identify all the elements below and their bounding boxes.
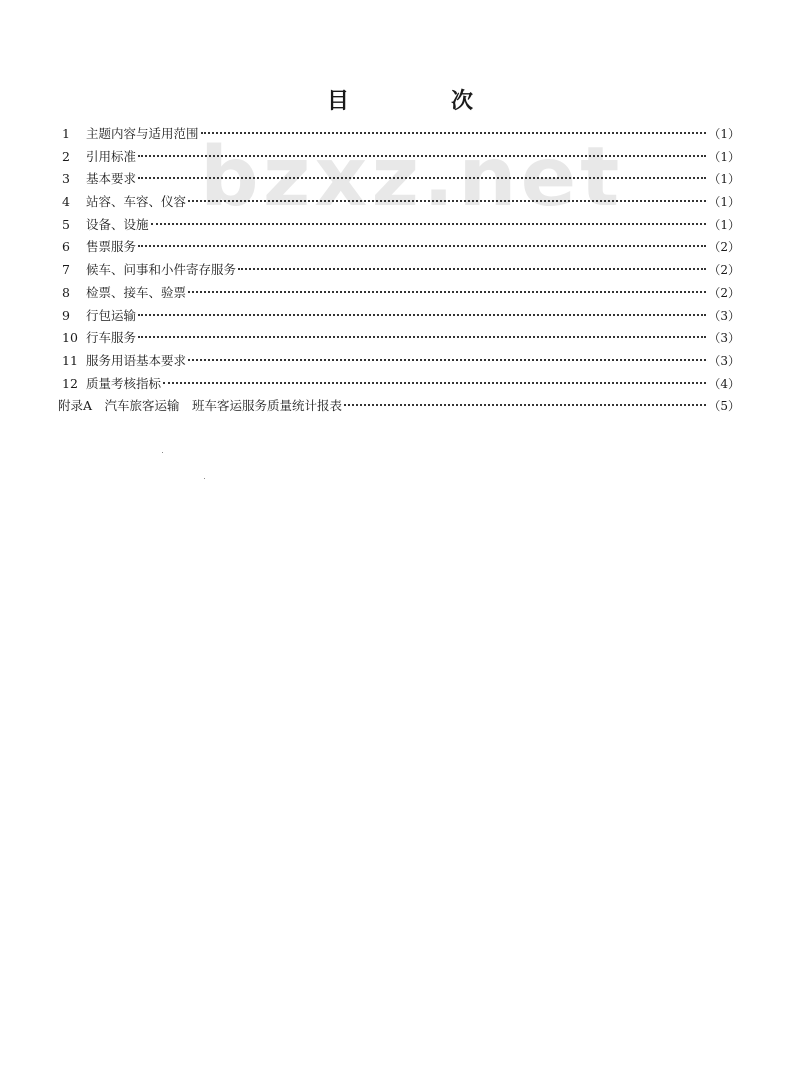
toc-dot-leader	[188, 200, 706, 202]
toc-label: 服务用语基本要求	[86, 352, 187, 368]
toc-dot-leader	[138, 177, 706, 179]
toc-page-number: （2）	[708, 285, 740, 300]
toc-label: 行车服务	[86, 330, 137, 346]
toc-label: 基本要求	[86, 171, 137, 187]
toc-page-number: （3）	[708, 331, 740, 346]
toc-label: 检票、接车、验票	[86, 284, 187, 300]
toc-entry-7[interactable]	[58, 259, 740, 282]
toc-entry-2[interactable]	[58, 146, 740, 169]
toc-label: 站容、车容、仪容	[86, 194, 187, 210]
toc-page-number: （1）	[708, 127, 740, 141]
watermark: bzxz.net	[200, 130, 624, 225]
toc-page-number: （1）	[708, 149, 740, 164]
toc-number: 1	[62, 126, 70, 141]
toc-label: 引用标准	[86, 148, 137, 164]
toc-label: 售票服务	[86, 239, 137, 255]
toc-page-number: （2）	[708, 263, 740, 278]
toc-label: 候车、问事和小件寄存服务	[86, 262, 237, 278]
toc-dot-leader	[138, 245, 706, 247]
toc-entry-9[interactable]	[58, 305, 740, 328]
toc-number: 5	[62, 216, 70, 232]
toc-entry-appendix-a[interactable]	[58, 395, 740, 418]
toc-page-number: （1）	[708, 217, 740, 232]
scan-speck	[204, 478, 205, 479]
toc-page-number: （1）	[708, 195, 740, 210]
toc-label: 质量考核指标	[86, 375, 162, 391]
toc-entry-10[interactable]	[58, 327, 740, 350]
toc-entry-11[interactable]	[58, 350, 740, 373]
toc-page-number: （1）	[708, 172, 740, 187]
toc-page-number: （3）	[708, 353, 740, 368]
toc-entry-5[interactable]	[58, 214, 740, 237]
toc-number: 4	[62, 194, 70, 210]
toc-entry-1[interactable]	[58, 123, 740, 146]
toc-page-number: （3）	[708, 308, 740, 323]
toc-dot-leader	[201, 132, 707, 134]
scan-speck	[162, 452, 163, 453]
toc-label: 主题内容与适用范围	[86, 126, 199, 141]
toc-number: 8	[62, 284, 70, 300]
toc-dot-leader	[138, 336, 706, 338]
toc-number: 11	[62, 352, 78, 368]
toc-dot-leader	[138, 155, 706, 157]
toc-page-number: （5）	[708, 399, 740, 414]
toc-label: 行包运输	[86, 307, 137, 323]
toc-dot-leader	[163, 382, 706, 384]
toc-dot-leader	[188, 291, 706, 293]
toc-entry-12[interactable]	[58, 373, 740, 396]
toc-number: 7	[62, 262, 70, 278]
toc-entry-4[interactable]	[58, 191, 740, 214]
toc-number: 12	[62, 375, 78, 391]
toc-number: 2	[62, 148, 70, 164]
toc-entry-8[interactable]	[58, 282, 740, 305]
toc-dot-leader	[138, 314, 706, 316]
toc-number: 9	[62, 307, 70, 323]
toc-dot-leader	[188, 359, 706, 361]
toc-entry-3[interactable]	[58, 168, 740, 191]
toc-label: 设备、设施	[86, 216, 149, 232]
toc-dot-leader	[151, 223, 707, 225]
toc-page-number: （4）	[708, 376, 740, 391]
toc-label: 附录A 汽车旅客运输 班车客运服务质量统计报表	[58, 398, 343, 414]
table-of-contents	[58, 123, 740, 418]
toc-dot-leader	[344, 404, 706, 406]
page-title: 目 次	[326, 89, 513, 114]
toc-dot-leader	[238, 268, 706, 270]
toc-page-number: （2）	[708, 240, 740, 255]
toc-entry-6[interactable]	[58, 236, 740, 259]
toc-number: 10	[62, 330, 78, 346]
toc-number: 6	[62, 239, 70, 255]
toc-number: 3	[62, 171, 70, 187]
